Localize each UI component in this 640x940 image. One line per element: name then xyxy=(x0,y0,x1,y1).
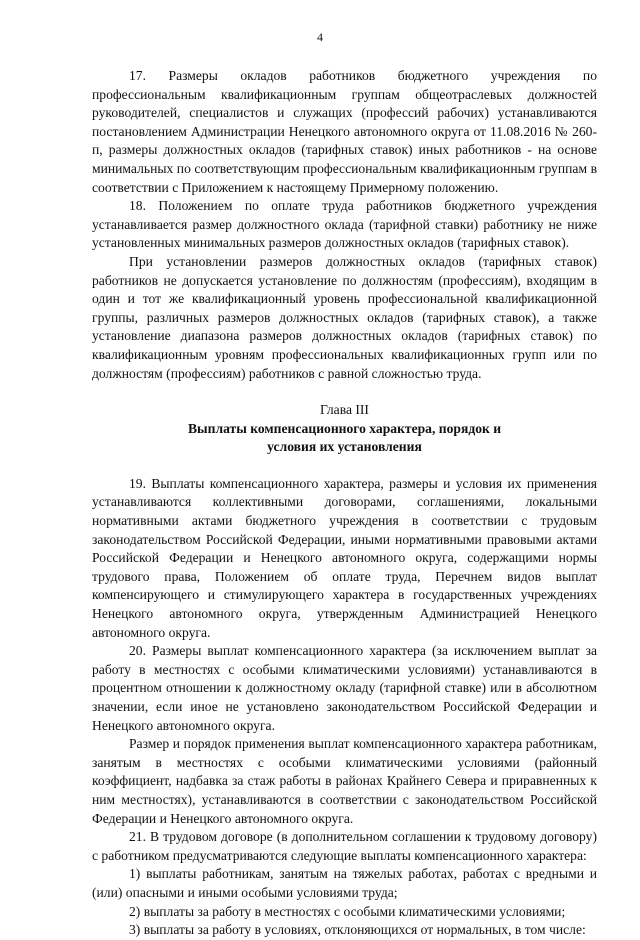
page-number: 4 xyxy=(317,30,323,44)
document-body xyxy=(92,67,597,940)
paragraph-20: 20. Размеры выплат компенсационного характера (за исключением выплат за работу в местностях с особыми климатическими условиями) устанавливаются в процентном отношении к должностному окладу (тарифной ставке) или в абсолютном значении, если иное не установлено законодательством Российской Федерации и Ненецкого автономного округа. xyxy=(92,643,597,733)
paragraph-21: 21. В трудовом договоре (в дополнительном соглашении к трудовому договору) с работником предусматриваются следующие выплаты компенсационного характера: xyxy=(92,829,597,863)
paragraph-18: 18. Положением по оплате труда работников бюджетного учреждения устанавливается размер должностного оклада (тарифной ставки) работнику не ниже установленных минимальных размеров должностных окладов (тарифных ставок). xyxy=(92,198,597,251)
chapter-label: Глава III xyxy=(320,402,369,418)
chapter-title: Выплаты компенсационного характера, порядок и условия их установления xyxy=(187,420,502,455)
chapter-heading xyxy=(92,401,597,457)
paragraph-20-continued: Размер и порядок применения выплат компенсационного характера работникам, занятым в местностях с особыми климатическими условиями (районный коэффициент, надбавка за стаж работы в районах Крайнего Севера и приравненных к ним местностях), устанавливаются в соответствии с законодательством Российской Федерации и Ненецкого автономного округа. xyxy=(92,736,597,826)
paragraph-18-continued: При установлении размеров должностных окладов (тарифных ставок) работников не допускается установление по должностям (профессиям), входящим в один и тот же квалификационный уровень профессиональной квалификационной группы, различных размеров должностных окладов (тарифных ставок), а также установление диапазона размеров должностных окладов (тарифных ставок) по квалификационным уровням профессиональных квалификационных групп или по должностям (профессиям) работников с равной сложностью труда. xyxy=(92,253,597,381)
paragraph-17: 17. Размеры окладов работников бюджетного учреждения по профессиональным квалификационным группам общеотраслевых должностей руководителей, специалистов и служащих (профессий рабочих) устанавливаются постановлением Администрации Ненецкого автономного округа от 11.08.2016 № 260-п, размеры должностных окладов (тарифных ставок) иных работников - на основе минимальных по соответствующим профессиональным квалификационным группам в соответствии с Приложением к настоящему Примерному положению. xyxy=(92,68,597,195)
paragraph-19: 19. Выплаты компенсационного характера, размеры и условия их применения устанавливаются коллективными договорами, соглашениями, локальными нормативными актами бюджетного учреждения в соответствии с трудовым законодательством Российской Федерации, иными нормативными правовыми актами Российской Федерации и Ненецкого автономного округа, содержащими нормы трудового права, Положением об оплате труда, Перечнем видов выплат компенсирующего и стимулирующего характера в государственных учреждениях Ненецкого автономного округа, утвержденным Администрацией Ненецкого автономного округа. xyxy=(92,475,597,640)
list-item-3: 3) выплаты за работу в условиях, отклоняющихся от нормальных, в том числе: xyxy=(129,922,586,938)
list-item-2: 2) выплаты за работу в местностях с особыми климатическими условиями; xyxy=(129,903,566,919)
list-item-1: 1) выплаты работникам, занятым на тяжелых работах, работах с вредными и (или) опасными и иными особыми условиями труда; xyxy=(92,866,597,900)
